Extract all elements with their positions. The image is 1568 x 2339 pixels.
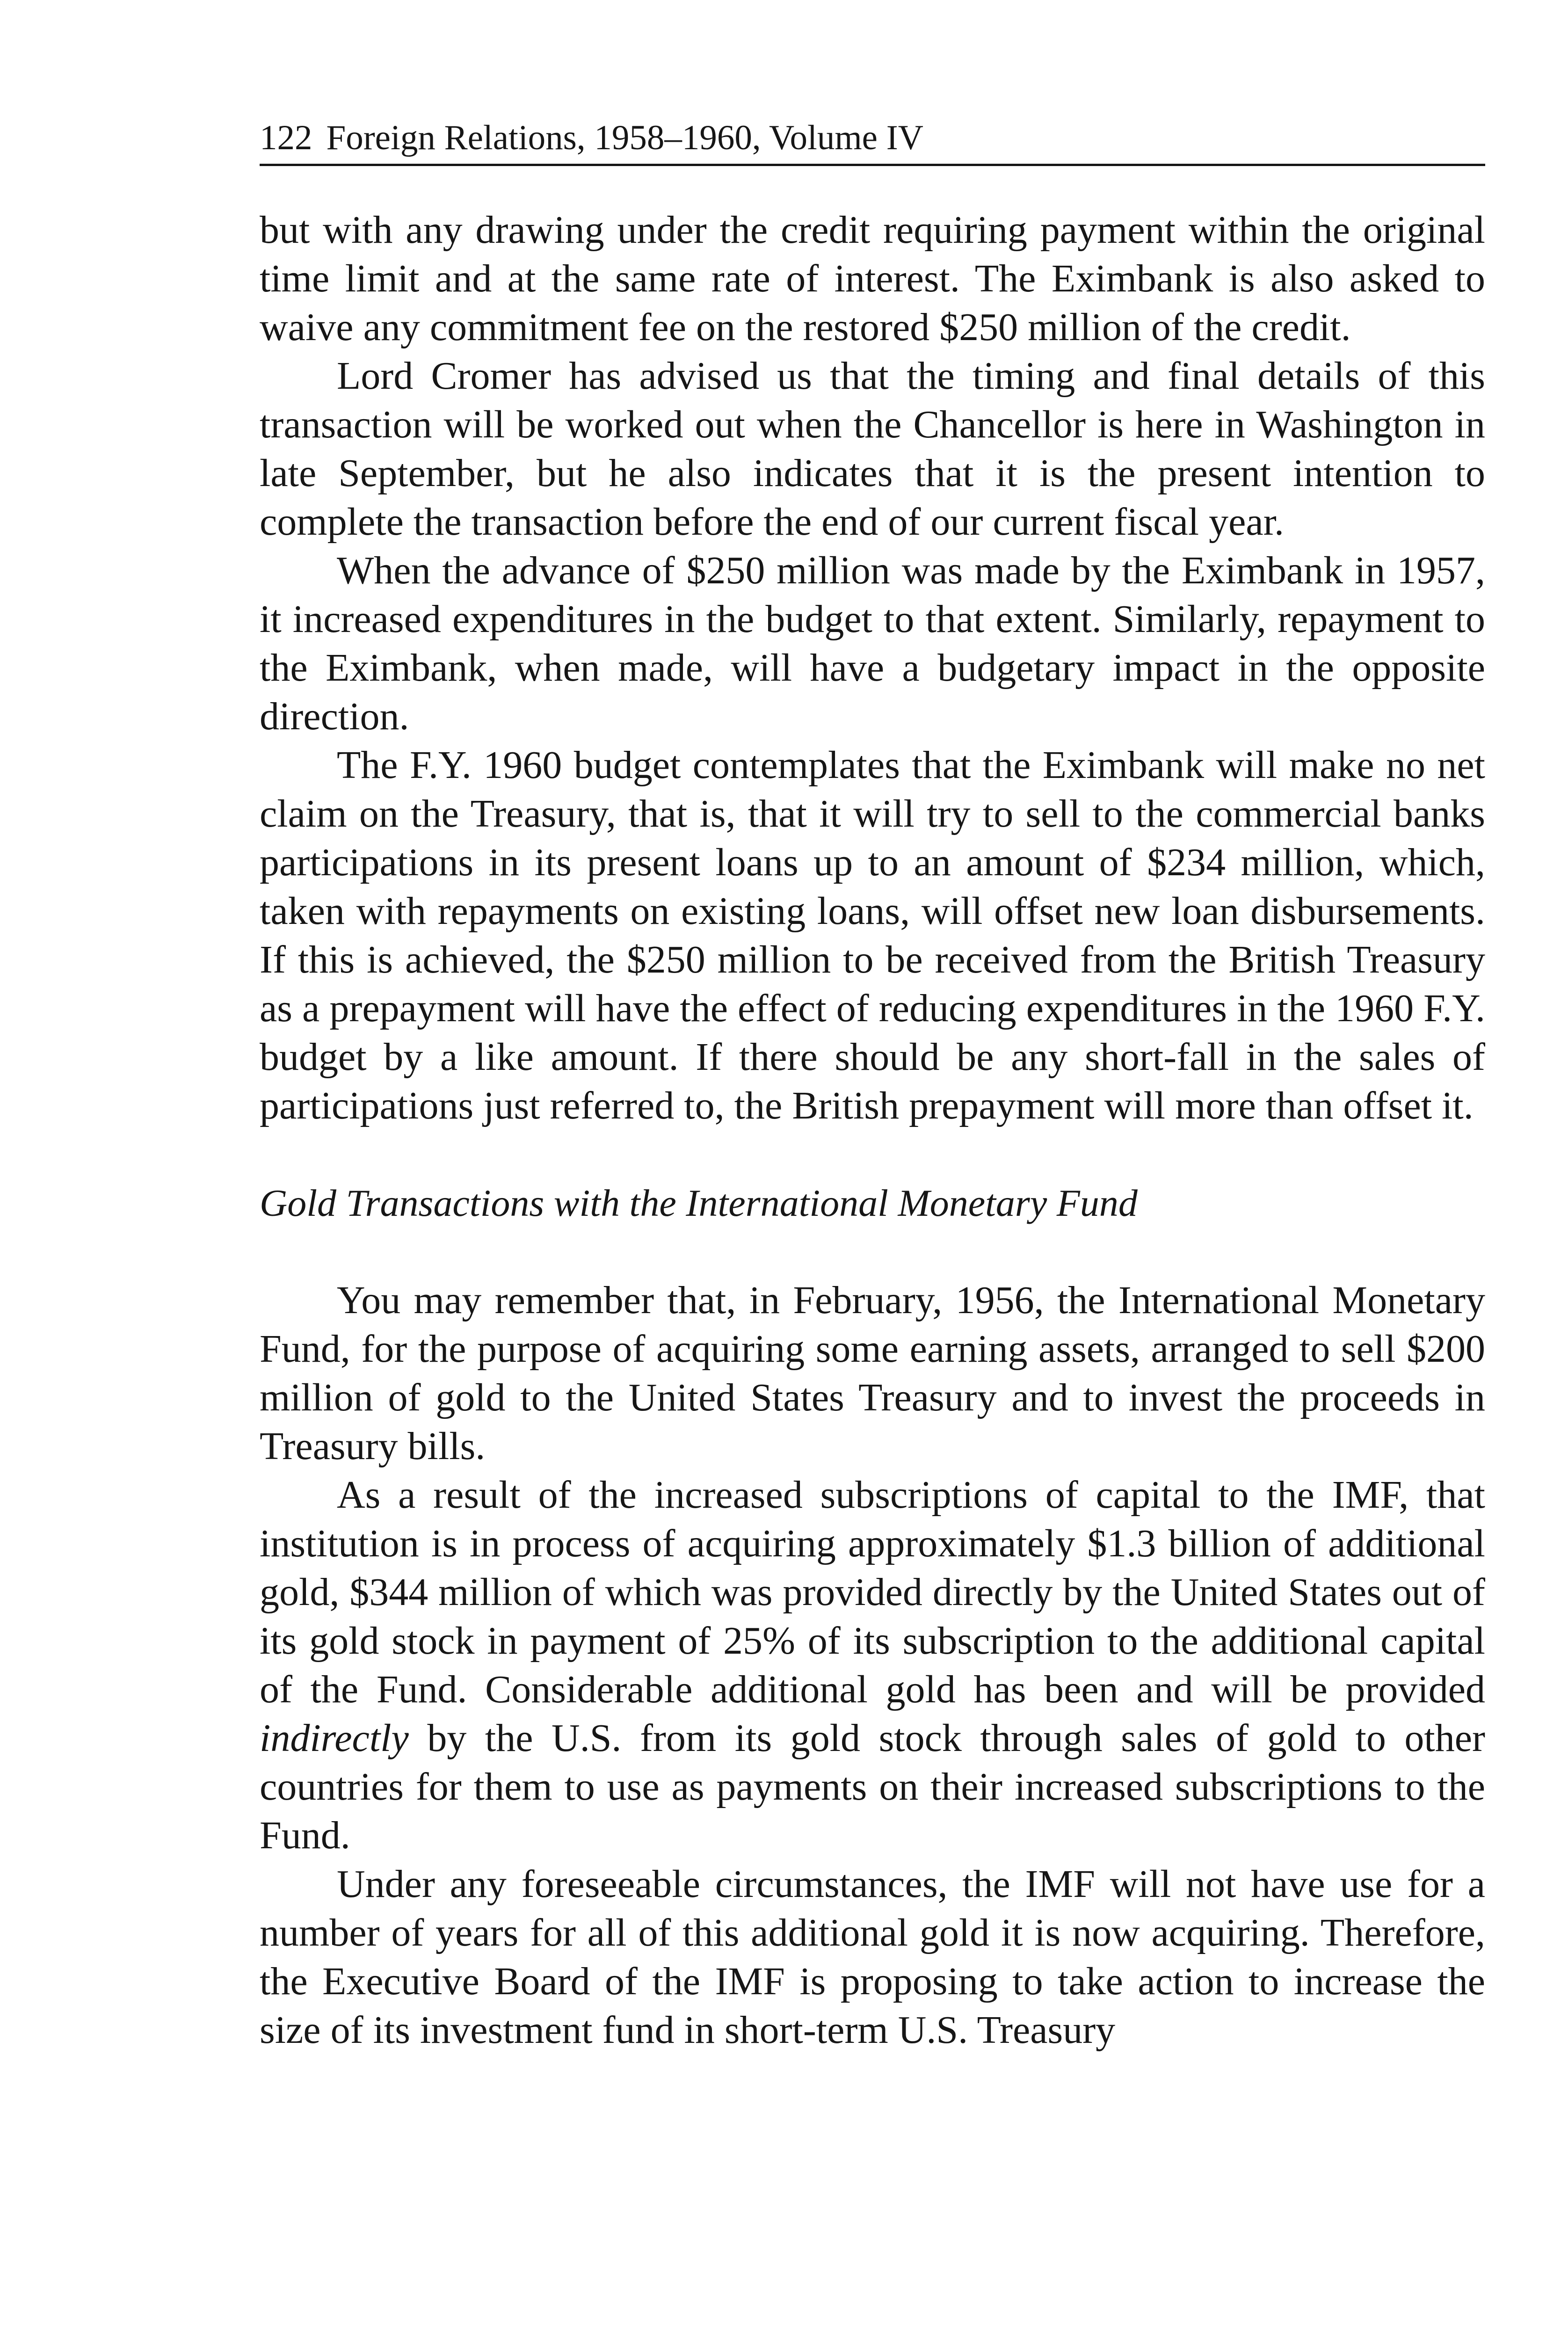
- italic-emphasis: indirectly: [260, 1716, 409, 1760]
- body-text: [260, 206, 1485, 2055]
- running-title: Foreign Relations, 1958–1960, Volume IV: [326, 118, 923, 157]
- paragraph-foreseeable-circumstances: Under any foreseeable circumstances, the IMF will not have use for a number of years for all of this additional gold it is now acquiring. Therefore, the Executive Board of the IMF is proposing to take action to increase the size of its investment fund in short-term U.S. Treasury: [260, 1862, 1485, 2052]
- paragraph-increased-subscriptions: [260, 1471, 1485, 1860]
- paragraph-february-1956: You may remember that, in February, 1956, the International Monetary Fund, for the purpose of acquiring some earning assets, arranged to sell $200 million of gold to the United States Treasury and to invest the proceeds in Treasury bills.: [260, 1278, 1485, 1468]
- section-heading: Gold Transactions with the International Monetary Fund: [260, 1182, 1138, 1224]
- section-spacer: [260, 1130, 1485, 1179]
- paragraph-advance-1957: When the advance of $250 million was made by the Eximbank in 1957, it increased expenditures in the budget to that extent. Similarly, repayment to the Eximbank, when made, will have a budgetary impact in the opposite direction.: [260, 549, 1485, 738]
- paragraph-lord-cromer: Lord Cromer has advised us that the timing and final details of this transaction will be worked out when the Chancellor is here in Washington in late September, but he also indicates that it is the present intention to complete the transaction before the end of our current fiscal year.: [260, 354, 1485, 544]
- paragraph-text-part: As a result of the increased subscriptions of capital to the IMF, that institution is in process of acquiring approximately $1.3 billion of additional gold, $344 million of which was provided directly by the United States out of its gold stock in payment of 25% of its subscription to the additional capital of the Fund. Considerable additional gold has been and will be provided: [260, 1473, 1485, 1711]
- paragraph-fy-1960-budget: The F.Y. 1960 budget contemplates that the Eximbank will make no net claim on the Treasury, that is, that it will try to sell to the commercial banks participations in its present loans up to an amount of $234 million, which, taken with repayments on existing loans, will offset new loan disbursements. If this is achieved, the $250 million to be received from the British Treasury as a prepayment will have the effect of reducing expenditures in the 1960 F.Y. budget by a like amount. If there should be any short-fall in the sales of participations just referred to, the British prepayment will more than offset it.: [260, 743, 1485, 1127]
- page-number: 122: [260, 118, 312, 157]
- paragraph-text-part: by the U.S. from its gold stock through sales of gold to other countries for them to use as payments on their increased subscriptions to the Fund.: [260, 1716, 1485, 1857]
- running-header: [260, 115, 1485, 166]
- paragraph-continuation: but with any drawing under the credit requiring payment within the original time limit and at the same rate of interest. The Eximbank is also asked to waive any commitment fee on the restored $250 million of the credit.: [260, 208, 1485, 349]
